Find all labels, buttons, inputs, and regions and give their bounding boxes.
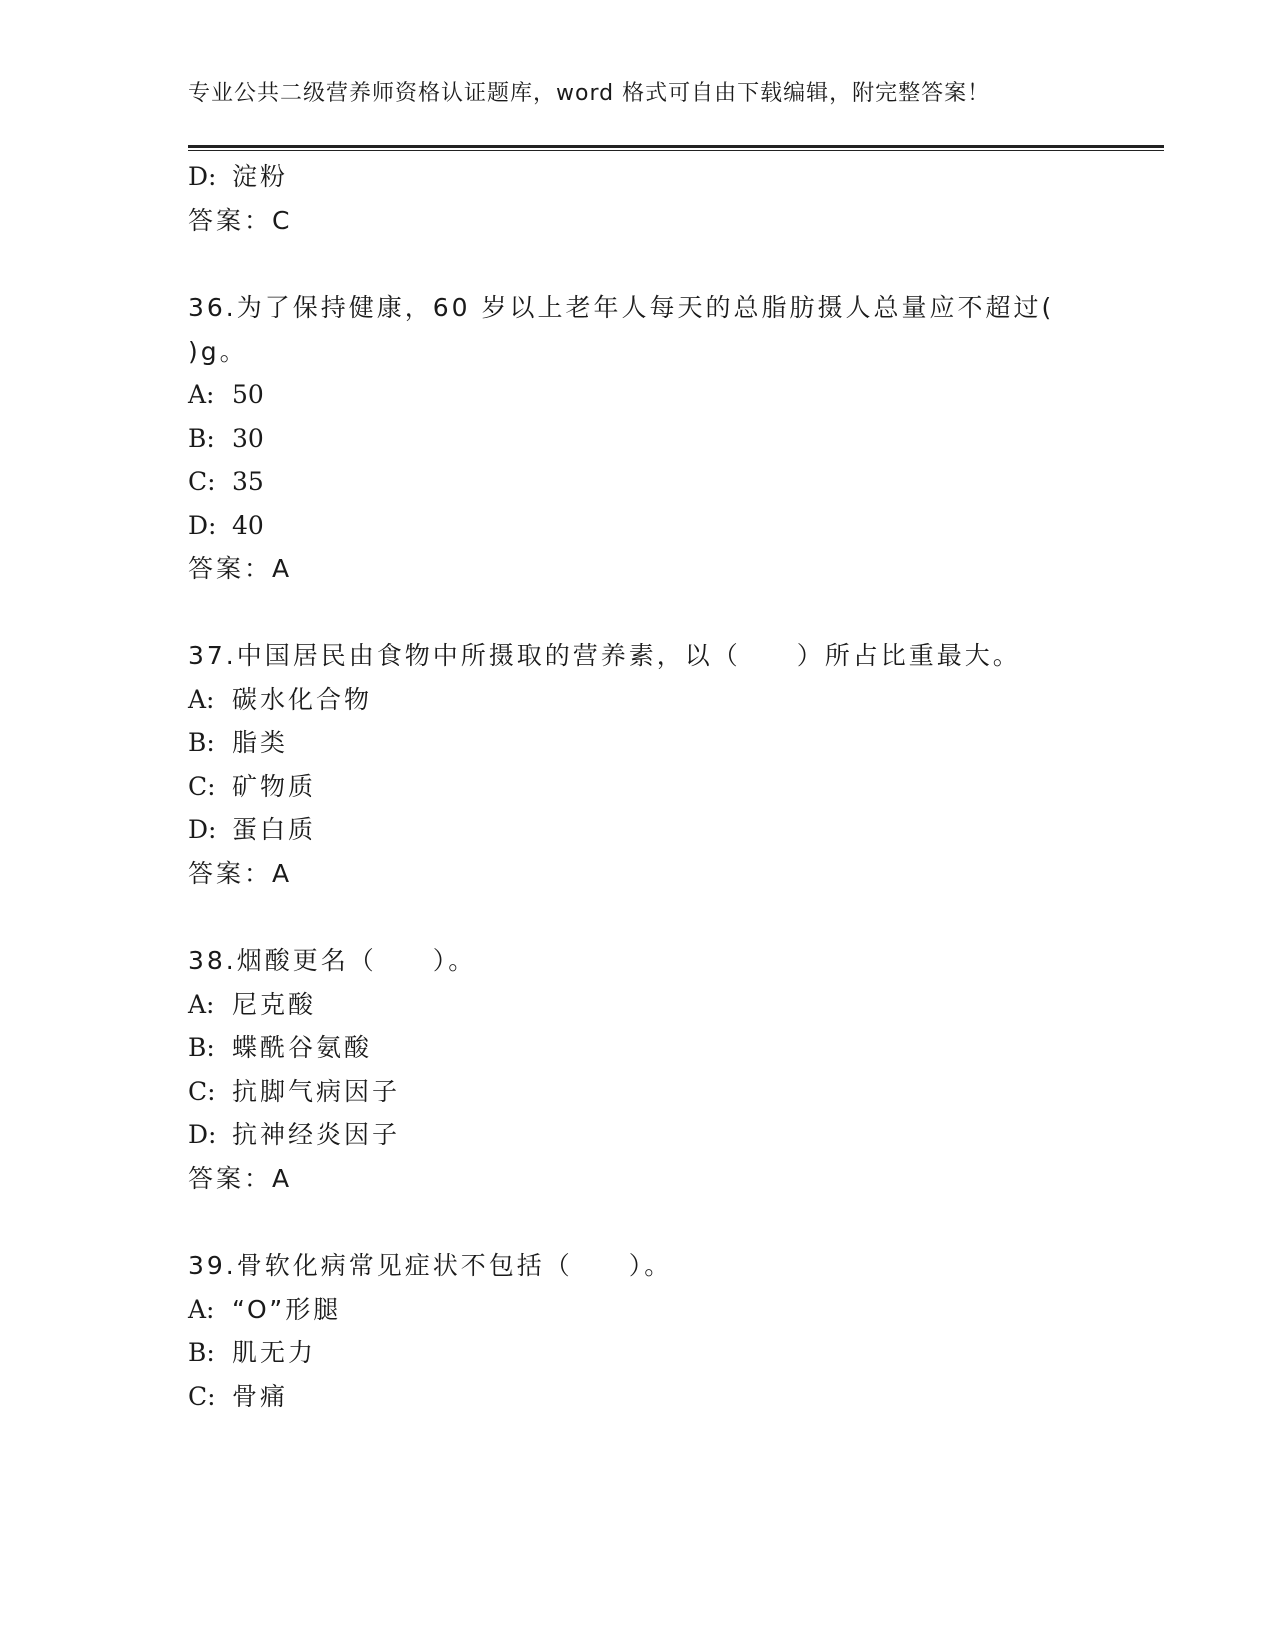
option-d (188, 162, 288, 192)
option-key: A: (188, 990, 215, 1019)
answer: 答案：A (188, 859, 293, 888)
option-b (188, 728, 288, 758)
question-38-text: 38.烟酸更名（ ）。 (188, 946, 477, 975)
option-text: 骨痛 (232, 1382, 289, 1411)
option-b (188, 1033, 372, 1063)
option-text: 30 (232, 424, 264, 453)
option-key: A: (188, 1295, 215, 1324)
option-key: B: (188, 424, 215, 453)
option-key: C: (188, 1077, 216, 1106)
option-a (188, 380, 264, 410)
question-36-text: 36.为了保持健康，60 岁以上老年人每天的总脂肪摄人总量应不超过( (188, 293, 1055, 322)
option-text: 抗神经炎因子 (232, 1120, 401, 1149)
question-39-text: 39.骨软化病常见症状不包括（ ）。 (188, 1251, 673, 1280)
option-key: D: (188, 162, 217, 191)
option-key: B: (188, 1033, 215, 1062)
option-c (188, 772, 316, 802)
option-d (188, 815, 316, 845)
option-text: 蛋白质 (232, 815, 317, 844)
page-header: 专业公共二级营养师资格认证题库，word 格式可自由下载编辑，附完整答案！ (188, 81, 991, 106)
option-key: C: (188, 772, 216, 801)
option-key: D: (188, 1120, 217, 1149)
option-b (188, 424, 264, 454)
option-c (188, 467, 264, 497)
option-key: C: (188, 467, 216, 496)
option-text: 碳水化合物 (232, 685, 373, 714)
option-text: “O”形腿 (232, 1295, 342, 1324)
option-text: 35 (232, 467, 264, 496)
header-rule-thin (188, 150, 1164, 151)
option-text: 矿物质 (232, 772, 317, 801)
option-a (188, 990, 316, 1020)
option-text: 40 (232, 511, 264, 540)
option-text: 50 (232, 380, 264, 409)
question-37-text: 37.中国居民由食物中所摄取的营养素，以（ ）所占比重最大。 (188, 641, 1021, 670)
option-key: A: (188, 380, 215, 409)
option-key: B: (188, 728, 215, 757)
option-key: D: (188, 511, 217, 540)
option-d (188, 511, 264, 541)
option-text: 抗脚气病因子 (232, 1077, 401, 1106)
option-c (188, 1382, 288, 1412)
option-d (188, 1120, 400, 1150)
question-36-text-cont: )g。 (188, 337, 248, 366)
option-text: 肌无力 (232, 1338, 317, 1367)
option-text: 淀粉 (232, 162, 289, 191)
option-key: C: (188, 1382, 216, 1411)
answer: 答案：A (188, 554, 293, 583)
option-key: D: (188, 815, 217, 844)
option-key: B: (188, 1338, 215, 1367)
header-rule-thick (188, 145, 1164, 148)
answer: 答案：C (188, 206, 293, 235)
option-text: 尼克酸 (232, 990, 317, 1019)
option-b (188, 1338, 316, 1368)
answer: 答案：A (188, 1164, 293, 1193)
option-a (188, 1295, 341, 1325)
option-text: 脂类 (232, 728, 289, 757)
option-text: 蝶酰谷氨酸 (232, 1033, 373, 1062)
option-c (188, 1077, 400, 1107)
option-key: A: (188, 685, 215, 714)
option-a (188, 685, 372, 715)
